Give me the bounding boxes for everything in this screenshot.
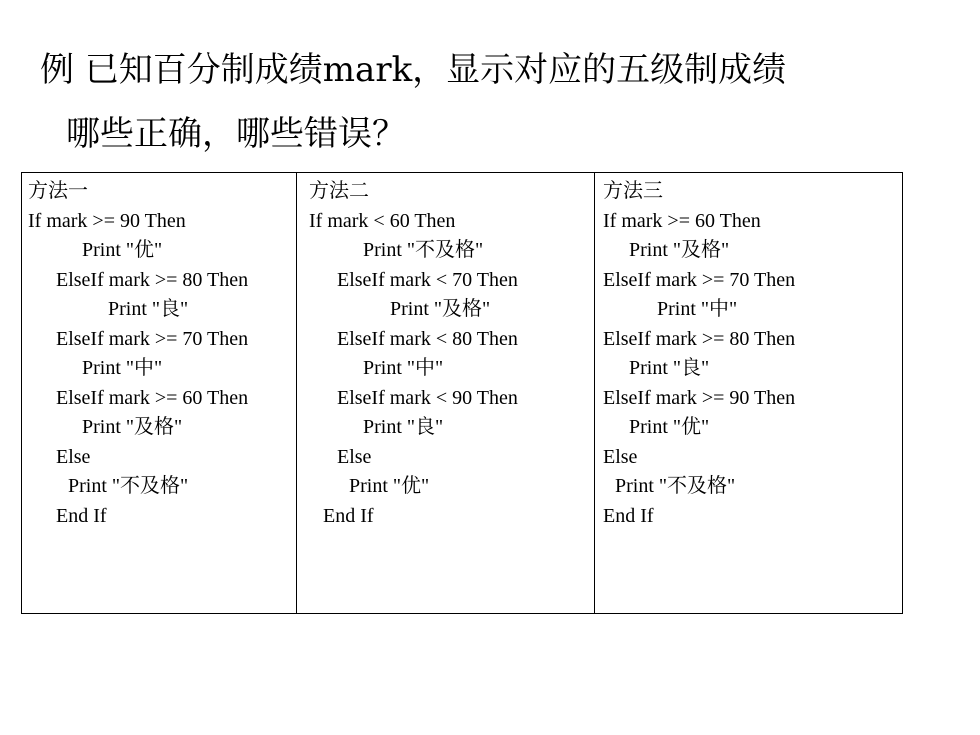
code-line: Else xyxy=(337,446,372,468)
code-line: End If xyxy=(56,505,107,527)
code-line: Else xyxy=(603,446,638,468)
code-line: ElseIf mark >= 60 Then xyxy=(56,387,249,409)
code-line: Print "优" xyxy=(629,416,710,438)
method-2-column xyxy=(296,173,594,613)
code-line: ElseIf mark >= 70 Then xyxy=(56,328,249,350)
code-line: Print "不及格" xyxy=(615,475,736,497)
method-1-column xyxy=(22,173,296,613)
method-1-heading: 方法一 xyxy=(28,180,88,202)
code-line: Print "优" xyxy=(82,239,163,261)
code-line: Else xyxy=(56,446,91,468)
method-3-heading: 方法三 xyxy=(603,180,663,202)
method-3-column xyxy=(594,173,902,613)
code-line: Print "良" xyxy=(108,298,189,320)
code-line: ElseIf mark >= 80 Then xyxy=(603,328,796,350)
code-comparison-table xyxy=(21,172,903,614)
code-line: Print "及格" xyxy=(390,298,491,320)
page-title: 例 已知百分制成绩mark，显示对应的五级制成绩 xyxy=(40,50,787,90)
code-line: End If xyxy=(323,505,374,527)
question-text: 哪些正确，哪些错误？ xyxy=(66,114,406,154)
code-line: End If xyxy=(603,505,654,527)
code-line: Print "不及格" xyxy=(68,475,189,497)
code-line: Print "及格" xyxy=(629,239,730,261)
code-line: Print "优" xyxy=(349,475,430,497)
code-line: If mark >= 60 Then xyxy=(603,210,761,232)
code-line: ElseIf mark >= 70 Then xyxy=(603,269,796,291)
code-line: Print "及格" xyxy=(82,416,183,438)
code-line: ElseIf mark < 80 Then xyxy=(337,328,518,350)
code-line: If mark < 60 Then xyxy=(309,210,456,232)
code-line: Print "中" xyxy=(363,357,444,379)
code-line: ElseIf mark >= 90 Then xyxy=(603,387,796,409)
code-line: ElseIf mark >= 80 Then xyxy=(56,269,249,291)
code-line: ElseIf mark < 70 Then xyxy=(337,269,518,291)
code-line: Print "良" xyxy=(363,416,444,438)
method-2-heading: 方法二 xyxy=(309,180,369,202)
code-line: Print "良" xyxy=(629,357,710,379)
code-line: Print "不及格" xyxy=(363,239,484,261)
code-line: If mark >= 90 Then xyxy=(28,210,186,232)
code-line: Print "中" xyxy=(657,298,738,320)
code-line: ElseIf mark < 90 Then xyxy=(337,387,518,409)
code-line: Print "中" xyxy=(82,357,163,379)
